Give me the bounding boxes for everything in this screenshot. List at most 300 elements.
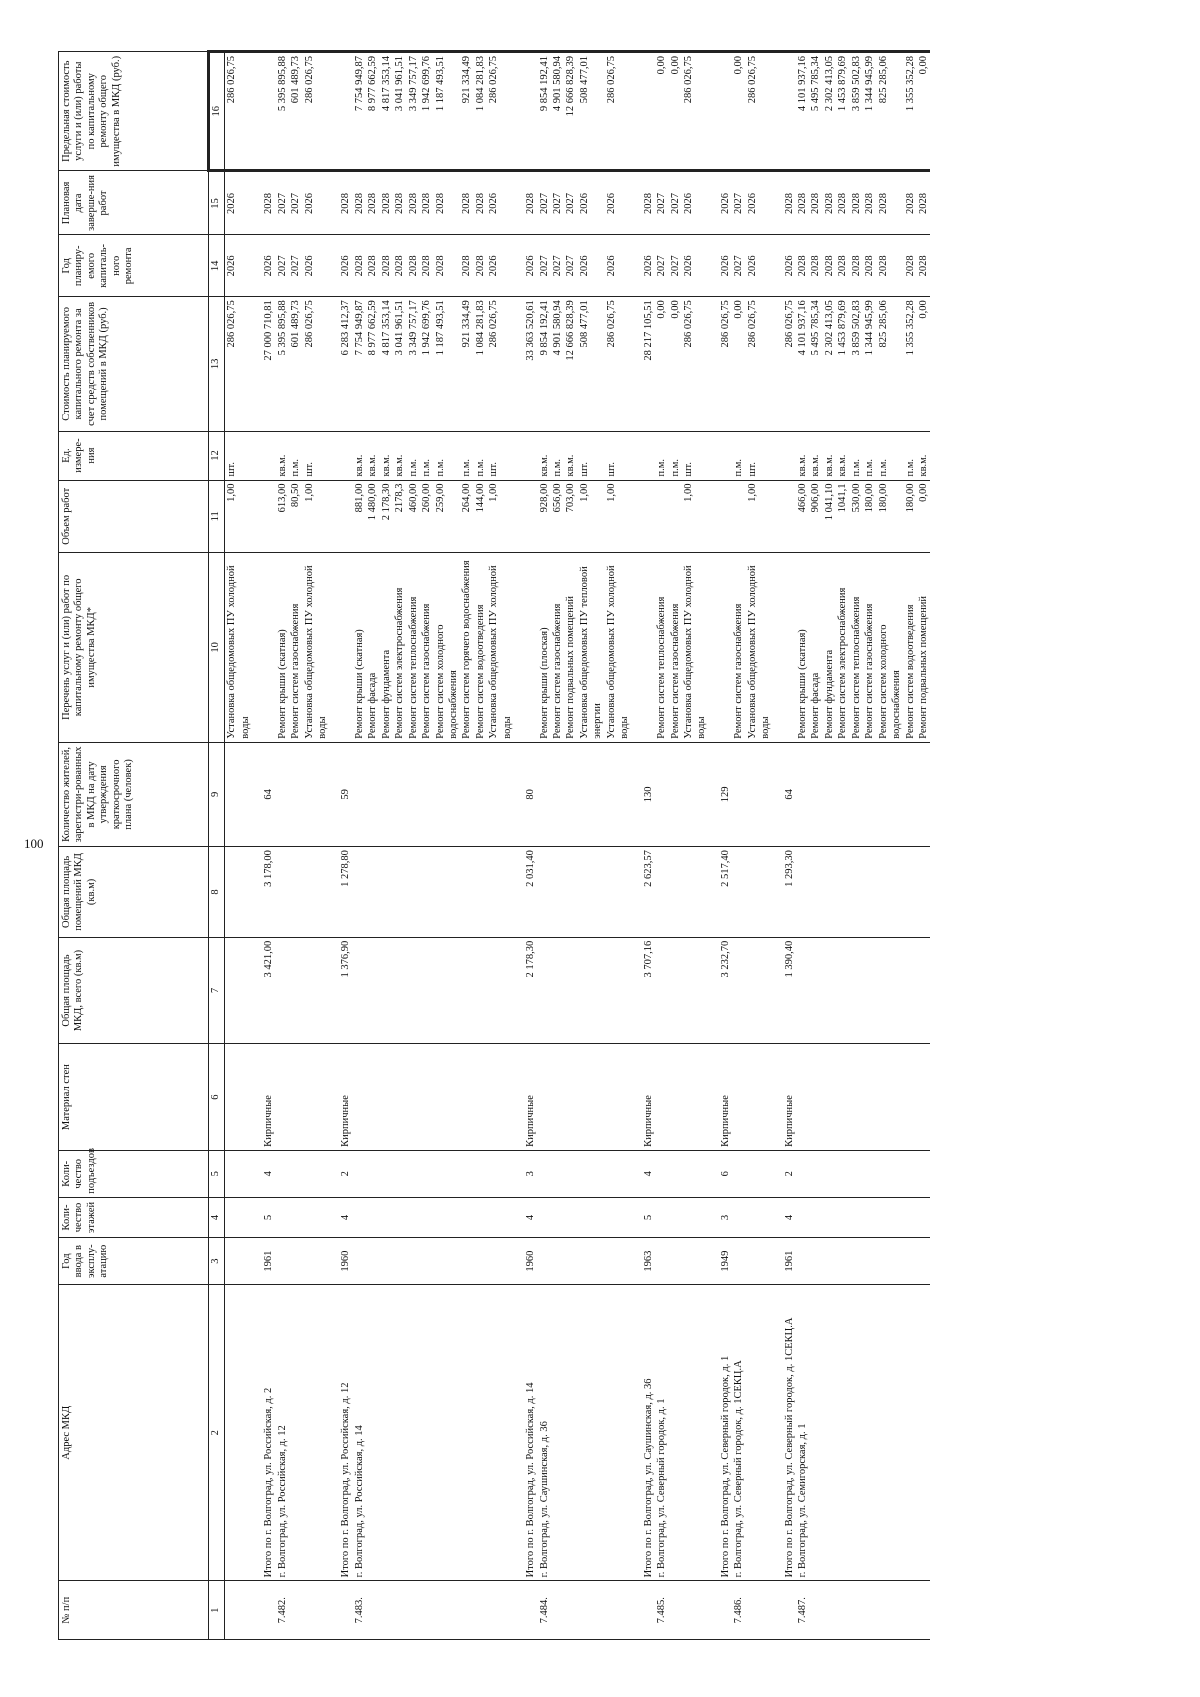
- row-number-cell: [366, 1581, 379, 1640]
- residents-cell: 129: [709, 742, 732, 846]
- repair-year-cell: 2026: [329, 235, 352, 297]
- completion-date-cell: 2028: [850, 171, 863, 235]
- planned-cost-cell: 921 334,49: [460, 297, 473, 431]
- residents-cell: [863, 742, 876, 846]
- work-type-cell: Ремонт фундамента: [380, 553, 393, 743]
- wall-material-cell: [746, 1044, 773, 1151]
- completion-date-cell: 2028: [863, 171, 876, 235]
- wall-material-cell: [380, 1044, 393, 1151]
- completion-date-cell: 2028: [514, 171, 537, 235]
- premises-area-cell: [669, 847, 682, 938]
- work-type-cell: Ремонт систем холодного водоснабжения: [877, 553, 904, 743]
- total-area-cell: [276, 937, 289, 1044]
- max-cost-cell: 921 334,49: [460, 52, 473, 171]
- unit-cell: п.м.: [460, 431, 473, 480]
- table-row: [487, 52, 514, 1640]
- premises-area-cell: [655, 847, 668, 938]
- premises-area-cell: [796, 847, 809, 938]
- row-number-cell: [863, 1581, 876, 1640]
- max-cost-cell: 1 355 352,28: [904, 52, 917, 171]
- residents-cell: [420, 742, 433, 846]
- row-number-cell: [303, 1581, 330, 1640]
- work-volume-cell: [514, 480, 537, 552]
- max-cost-cell: 0,00: [917, 52, 930, 171]
- max-cost-cell: 2 302 413,05: [823, 52, 836, 171]
- planned-cost-cell: 1 453 879,69: [836, 297, 849, 431]
- max-cost-cell: 3 349 757,17: [407, 52, 420, 171]
- residents-cell: [551, 742, 564, 846]
- total-row: [514, 52, 537, 1640]
- wall-material-cell: [474, 1044, 487, 1151]
- unit-cell: кв.м.: [796, 431, 809, 480]
- work-type-cell: Ремонт систем газоснабжения: [551, 553, 564, 743]
- floors-cell: [353, 1197, 366, 1237]
- entrances-cell: [732, 1150, 745, 1197]
- entrances-cell: [564, 1150, 577, 1197]
- year-built-cell: [420, 1238, 433, 1285]
- planned-cost-cell: 286 026,75: [682, 297, 709, 431]
- premises-area-cell: [605, 847, 632, 938]
- wall-material-cell: [655, 1044, 668, 1151]
- row-number-cell: 7.483.: [353, 1581, 366, 1640]
- planned-cost-cell: 4 101 937,16: [796, 297, 809, 431]
- address-cell: Итого по г. Волгоград, ул. Российская, д. 14: [514, 1285, 537, 1581]
- premises-area-cell: [393, 847, 406, 938]
- floors-cell: [289, 1197, 302, 1237]
- completion-date-cell: 2028: [393, 171, 406, 235]
- address-cell: [407, 1285, 420, 1581]
- work-type-cell: Ремонт систем теплоснабжения: [407, 553, 420, 743]
- premises-area-cell: [289, 847, 302, 938]
- work-volume-cell: 0,00: [917, 480, 930, 552]
- work-volume-cell: 703,00: [564, 480, 577, 552]
- address-cell: [303, 1285, 330, 1581]
- row-number-cell: [474, 1581, 487, 1640]
- header-cell: Объем работ: [59, 480, 209, 552]
- unit-cell: кв.м.: [917, 431, 930, 480]
- planned-cost-cell: 286 026,75: [487, 297, 514, 431]
- entrances-cell: 2: [329, 1150, 352, 1197]
- repair-year-cell: 2026: [682, 235, 709, 297]
- table-row: [380, 52, 393, 1640]
- max-cost-cell: 286 026,75: [487, 52, 514, 171]
- table-row: [796, 52, 809, 1640]
- max-cost-cell: 4 817 353,14: [380, 52, 393, 171]
- residents-cell: [877, 742, 904, 846]
- table-row: [434, 52, 461, 1640]
- unit-cell: п.м.: [850, 431, 863, 480]
- unit-cell: п.м.: [863, 431, 876, 480]
- work-type-cell: [632, 553, 655, 743]
- planned-cost-cell: 286 026,75: [746, 297, 773, 431]
- residents-cell: [564, 742, 577, 846]
- repair-year-cell: 2026: [225, 235, 252, 297]
- work-type-cell: Ремонт систем газоснабжения: [420, 553, 433, 743]
- max-cost-cell: 5 395 895,88: [276, 52, 289, 171]
- repair-year-cell: 2028: [823, 235, 836, 297]
- work-type-cell: Установка общедомовых ПУ тепловой энергии: [578, 553, 605, 743]
- wall-material-cell: [276, 1044, 289, 1151]
- year-built-cell: [877, 1238, 904, 1285]
- address-cell: [836, 1285, 849, 1581]
- work-type-cell: Ремонт систем газоснабжения: [863, 553, 876, 743]
- total-area-cell: 1 376,90: [329, 937, 352, 1044]
- work-type-cell: [252, 553, 275, 743]
- residents-cell: [682, 742, 709, 846]
- column-number: 14: [209, 235, 225, 297]
- column-number: 8: [209, 847, 225, 938]
- table-row: [823, 52, 836, 1640]
- row-number-cell: [564, 1581, 577, 1640]
- year-built-cell: [732, 1238, 745, 1285]
- wall-material-cell: Кирпичные: [329, 1044, 352, 1151]
- premises-area-cell: [682, 847, 709, 938]
- total-area-cell: [420, 937, 433, 1044]
- floors-cell: [655, 1197, 668, 1237]
- floors-cell: [460, 1197, 473, 1237]
- premises-area-cell: [836, 847, 849, 938]
- completion-date-cell: 2026: [709, 171, 732, 235]
- year-built-cell: [366, 1238, 379, 1285]
- rotated-document-page: [58, 50, 1178, 1640]
- planned-cost-cell: 1 355 352,28: [904, 297, 917, 431]
- table-row: [551, 52, 564, 1640]
- wall-material-cell: [823, 1044, 836, 1151]
- planned-cost-cell: 4 901 580,94: [551, 297, 564, 431]
- year-built-cell: [809, 1238, 822, 1285]
- premises-area-cell: [564, 847, 577, 938]
- address-cell: [605, 1285, 632, 1581]
- wall-material-cell: [420, 1044, 433, 1151]
- planned-cost-cell: 3 041 961,51: [393, 297, 406, 431]
- completion-date-cell: 2027: [276, 171, 289, 235]
- total-row: [329, 52, 352, 1640]
- work-volume-cell: 530,00: [850, 480, 863, 552]
- floors-cell: [276, 1197, 289, 1237]
- unit-cell: шт.: [605, 431, 632, 480]
- repair-year-cell: 2028: [380, 235, 393, 297]
- max-cost-cell: 1 344 945,99: [863, 52, 876, 171]
- unit-cell: шт.: [578, 431, 605, 480]
- residents-cell: [289, 742, 302, 846]
- year-built-cell: 1963: [632, 1238, 655, 1285]
- total-area-cell: 2 178,30: [514, 937, 537, 1044]
- max-cost-cell: [514, 52, 537, 171]
- total-area-cell: [732, 937, 745, 1044]
- wall-material-cell: [366, 1044, 379, 1151]
- unit-cell: кв.м.: [380, 431, 393, 480]
- unit-cell: кв.м.: [353, 431, 366, 480]
- floors-cell: [380, 1197, 393, 1237]
- max-cost-cell: 286 026,75: [746, 52, 773, 171]
- max-cost-cell: 286 026,75: [682, 52, 709, 171]
- entrances-cell: [809, 1150, 822, 1197]
- floors-cell: [904, 1197, 917, 1237]
- max-cost-cell: [632, 52, 655, 171]
- unit-cell: п.м.: [420, 431, 433, 480]
- total-area-cell: [682, 937, 709, 1044]
- repair-year-cell: 2027: [655, 235, 668, 297]
- work-volume-cell: 180,00: [904, 480, 917, 552]
- residents-cell: [904, 742, 917, 846]
- table-row: [353, 52, 366, 1640]
- column-number: 3: [209, 1238, 225, 1285]
- wall-material-cell: [434, 1044, 461, 1151]
- completion-date-cell: 2028: [796, 171, 809, 235]
- total-area-cell: 1 390,40: [773, 937, 796, 1044]
- premises-area-cell: [746, 847, 773, 938]
- table-row: [917, 52, 930, 1640]
- header-cell: Перечень услуг и (или) работ по капитальному ремонту общего имущества МКД*: [59, 553, 209, 743]
- column-number-row: [209, 52, 225, 1640]
- repair-year-cell: 2027: [538, 235, 551, 297]
- planned-cost-cell: 8 977 662,59: [366, 297, 379, 431]
- max-cost-cell: 0,00: [655, 52, 668, 171]
- table-row: [420, 52, 433, 1640]
- completion-date-cell: 2028: [380, 171, 393, 235]
- floors-cell: [850, 1197, 863, 1237]
- residents-cell: 59: [329, 742, 352, 846]
- planned-cost-cell: 286 026,75: [303, 297, 330, 431]
- premises-area-cell: [904, 847, 917, 938]
- unit-cell: кв.м.: [836, 431, 849, 480]
- entrances-cell: [904, 1150, 917, 1197]
- year-built-cell: [578, 1238, 605, 1285]
- floors-cell: 3: [709, 1197, 732, 1237]
- total-area-cell: [746, 937, 773, 1044]
- work-type-cell: Ремонт систем водоотведения: [904, 553, 917, 743]
- completion-date-cell: 2028: [420, 171, 433, 235]
- table-row: [460, 52, 473, 1640]
- work-volume-cell: 1,00: [682, 480, 709, 552]
- residents-cell: [276, 742, 289, 846]
- column-number: 5: [209, 1150, 225, 1197]
- repair-year-cell: 2026: [514, 235, 537, 297]
- work-type-cell: Установка общедомовых ПУ холодной воды: [303, 553, 330, 743]
- year-built-cell: [303, 1238, 330, 1285]
- work-volume-cell: 1,00: [303, 480, 330, 552]
- work-volume-cell: [655, 480, 668, 552]
- address-cell: [487, 1285, 514, 1581]
- column-number: 10: [209, 553, 225, 743]
- floors-cell: [746, 1197, 773, 1237]
- row-number-cell: [605, 1581, 632, 1640]
- work-volume-cell: 260,00: [420, 480, 433, 552]
- max-cost-cell: 286 026,75: [225, 52, 252, 171]
- work-type-cell: Ремонт систем водоотведения: [474, 553, 487, 743]
- max-cost-cell: 8 977 662,59: [366, 52, 379, 171]
- planned-cost-cell: 5 395 895,88: [276, 297, 289, 431]
- year-built-cell: 1960: [329, 1238, 352, 1285]
- address-cell: [682, 1285, 709, 1581]
- premises-area-cell: [366, 847, 379, 938]
- work-type-cell: Установка общедомовых ПУ холодной воды: [225, 553, 252, 743]
- work-volume-cell: 2 178,30: [380, 480, 393, 552]
- premises-area-cell: 1 293,30: [773, 847, 796, 938]
- address-cell: [564, 1285, 577, 1581]
- entrances-cell: [225, 1150, 252, 1197]
- total-area-cell: [353, 937, 366, 1044]
- planned-cost-cell: 1 187 493,51: [434, 297, 461, 431]
- work-type-cell: Ремонт систем теплоснабжения: [655, 553, 668, 743]
- work-type-cell: Ремонт фасада: [366, 553, 379, 743]
- residents-cell: [393, 742, 406, 846]
- completion-date-cell: 2028: [353, 171, 366, 235]
- planned-cost-cell: 0,00: [732, 297, 745, 431]
- work-volume-cell: [632, 480, 655, 552]
- premises-area-cell: 1 278,80: [329, 847, 352, 938]
- table-row: [809, 52, 822, 1640]
- work-type-cell: Ремонт систем горячего водоснабжения: [460, 553, 473, 743]
- planned-cost-cell: 2 302 413,05: [823, 297, 836, 431]
- completion-date-cell: 2028: [366, 171, 379, 235]
- table-row: [863, 52, 876, 1640]
- wall-material-cell: [564, 1044, 577, 1151]
- entrances-cell: [823, 1150, 836, 1197]
- work-type-cell: Установка общедомовых ПУ холодной воды: [487, 553, 514, 743]
- table-row: [746, 52, 773, 1640]
- residents-cell: [474, 742, 487, 846]
- row-number-cell: [773, 1581, 796, 1640]
- completion-date-cell: 2028: [773, 171, 796, 235]
- max-cost-cell: 508 477,01: [578, 52, 605, 171]
- total-row: [773, 52, 796, 1640]
- floors-cell: [796, 1197, 809, 1237]
- residents-cell: [380, 742, 393, 846]
- entrances-cell: 2: [773, 1150, 796, 1197]
- planned-cost-cell: 4 817 353,14: [380, 297, 393, 431]
- work-volume-cell: 460,00: [407, 480, 420, 552]
- planned-cost-cell: 508 477,01: [578, 297, 605, 431]
- year-built-cell: [836, 1238, 849, 1285]
- entrances-cell: [407, 1150, 420, 1197]
- planned-cost-cell: 286 026,75: [225, 297, 252, 431]
- floors-cell: 4: [514, 1197, 537, 1237]
- repair-year-cell: 2026: [487, 235, 514, 297]
- wall-material-cell: [460, 1044, 473, 1151]
- address-cell: [904, 1285, 917, 1581]
- floors-cell: 5: [252, 1197, 275, 1237]
- floors-cell: [863, 1197, 876, 1237]
- repair-year-cell: 2028: [420, 235, 433, 297]
- table-row: [877, 52, 904, 1640]
- wall-material-cell: [393, 1044, 406, 1151]
- floors-cell: [487, 1197, 514, 1237]
- repair-year-cell: 2027: [276, 235, 289, 297]
- table-row: [682, 52, 709, 1640]
- repair-year-cell: 2028: [353, 235, 366, 297]
- header-row: [59, 52, 209, 1640]
- address-cell: Итого по г. Волгоград, ул. Северный городок, д. 1: [709, 1285, 732, 1581]
- row-number-cell: [551, 1581, 564, 1640]
- wall-material-cell: [809, 1044, 822, 1151]
- column-number: 13: [209, 297, 225, 431]
- total-area-cell: [917, 937, 930, 1044]
- row-number-cell: [487, 1581, 514, 1640]
- entrances-cell: [353, 1150, 366, 1197]
- wall-material-cell: Кирпичные: [252, 1044, 275, 1151]
- planned-cost-cell: 33 363 520,61: [514, 297, 537, 431]
- entrances-cell: [420, 1150, 433, 1197]
- entrances-cell: [289, 1150, 302, 1197]
- row-number-cell: [809, 1581, 822, 1640]
- entrances-cell: [460, 1150, 473, 1197]
- repair-year-cell: 2027: [732, 235, 745, 297]
- floors-cell: [682, 1197, 709, 1237]
- year-built-cell: 1949: [709, 1238, 732, 1285]
- address-cell: [863, 1285, 876, 1581]
- repair-year-cell: 2027: [551, 235, 564, 297]
- completion-date-cell: 2028: [809, 171, 822, 235]
- year-built-cell: [655, 1238, 668, 1285]
- row-number-cell: [904, 1581, 917, 1640]
- wall-material-cell: [850, 1044, 863, 1151]
- residents-cell: [655, 742, 668, 846]
- repair-year-cell: 2026: [252, 235, 275, 297]
- planned-cost-cell: 3 349 757,17: [407, 297, 420, 431]
- column-number: 4: [209, 1197, 225, 1237]
- row-number-cell: [252, 1581, 275, 1640]
- wall-material-cell: Кирпичные: [709, 1044, 732, 1151]
- row-number-cell: [746, 1581, 773, 1640]
- premises-area-cell: [303, 847, 330, 938]
- unit-cell: п.м.: [904, 431, 917, 480]
- floors-cell: [732, 1197, 745, 1237]
- planned-cost-cell: 3 859 502,83: [850, 297, 863, 431]
- floors-cell: [538, 1197, 551, 1237]
- premises-area-cell: [863, 847, 876, 938]
- repair-year-cell: 2026: [709, 235, 732, 297]
- work-volume-cell: [709, 480, 732, 552]
- completion-date-cell: 2028: [904, 171, 917, 235]
- unit-cell: кв.м.: [809, 431, 822, 480]
- entrances-cell: [393, 1150, 406, 1197]
- unit-cell: кв.м.: [393, 431, 406, 480]
- residents-cell: [850, 742, 863, 846]
- year-built-cell: [746, 1238, 773, 1285]
- work-type-cell: Установка общедомовых ПУ холодной воды: [605, 553, 632, 743]
- year-built-cell: 1961: [773, 1238, 796, 1285]
- completion-date-cell: 2027: [655, 171, 668, 235]
- repair-year-cell: 2027: [669, 235, 682, 297]
- planned-cost-cell: 286 026,75: [773, 297, 796, 431]
- completion-date-cell: 2028: [474, 171, 487, 235]
- table-row: [669, 52, 682, 1640]
- total-row: [252, 52, 275, 1640]
- planned-cost-cell: 1 084 281,83: [474, 297, 487, 431]
- max-cost-cell: 3 041 961,51: [393, 52, 406, 171]
- total-area-cell: [289, 937, 302, 1044]
- row-number-cell: 7.485.: [655, 1581, 668, 1640]
- completion-date-cell: 2026: [605, 171, 632, 235]
- planned-cost-cell: 6 283 412,37: [329, 297, 352, 431]
- planned-cost-cell: 7 754 949,87: [353, 297, 366, 431]
- max-cost-cell: 4 101 937,16: [796, 52, 809, 171]
- planned-cost-cell: 825 285,06: [877, 297, 904, 431]
- work-type-cell: Ремонт крыши (скатная): [796, 553, 809, 743]
- floors-cell: [669, 1197, 682, 1237]
- entrances-cell: [863, 1150, 876, 1197]
- column-number: 15: [209, 171, 225, 235]
- row-number-cell: 7.486.: [732, 1581, 745, 1640]
- total-area-cell: [551, 937, 564, 1044]
- premises-area-cell: [917, 847, 930, 938]
- residents-cell: [578, 742, 605, 846]
- repair-year-cell: 2026: [303, 235, 330, 297]
- entrances-cell: [746, 1150, 773, 1197]
- work-volume-cell: [732, 480, 745, 552]
- work-volume-cell: 180,00: [877, 480, 904, 552]
